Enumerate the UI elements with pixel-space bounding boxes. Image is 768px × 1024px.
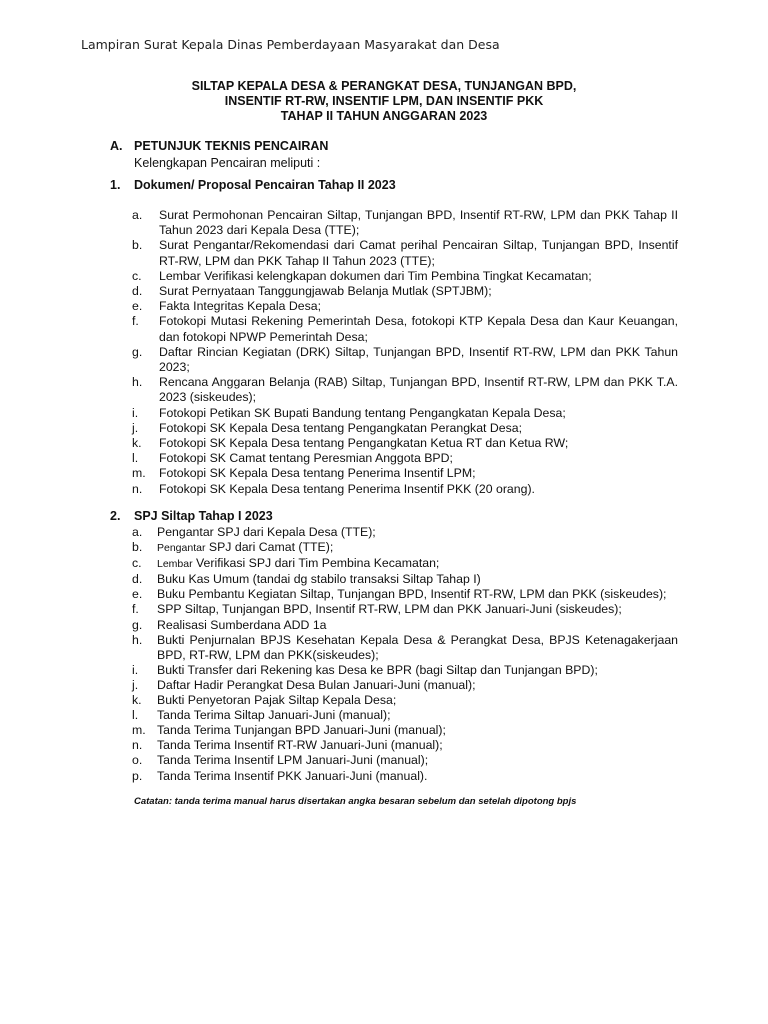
list-item-marker: h. — [132, 375, 143, 390]
list-item — [132, 525, 678, 540]
section-a-intro: Kelengkapan Pencairan meliputi : — [134, 156, 321, 170]
list-item-marker: a. — [132, 525, 143, 539]
list-item-marker: g. — [132, 617, 143, 632]
list-item — [132, 345, 678, 375]
list-item-text: Bukti Transfer dari Rekening kas Desa ke BPR (bagi Siltap dan Tunjangan BPD); — [157, 662, 598, 677]
list-item-text: Fotokopi SK Kepala Desa tentang Pengangkatan Perangkat Desa; — [159, 420, 523, 435]
list-item-marker: b. — [132, 540, 143, 555]
list-item — [132, 556, 678, 572]
list-item-small-word: Lembar — [157, 558, 193, 571]
list-item-marker: o. — [132, 753, 143, 768]
list-item-text: Fakta Integritas Kepala Desa; — [159, 299, 321, 314]
title-line-2: INSENTIF RT-RW, INSENTIF LPM, DAN INSENTIF PKK — [224, 94, 544, 108]
list-item-marker: n. — [132, 738, 143, 753]
list-item — [132, 466, 678, 481]
list-item-marker: j. — [132, 420, 139, 435]
list-item — [132, 314, 678, 344]
list-item — [132, 723, 678, 738]
list-item-text: Realisasi Sumberdana ADD 1a — [157, 617, 327, 632]
list-item — [132, 663, 678, 678]
title-line-3: TAHAP II TAHUN ANGGARAN 2023 — [280, 109, 488, 123]
list-item-marker: d. — [132, 572, 143, 587]
list-item — [132, 633, 678, 663]
list-item — [132, 375, 678, 405]
list-item — [132, 587, 678, 602]
list-item-text: Fotokopi Petikan SK Bupati Bandung tentang Pengangkatan Kepala Desa; — [159, 405, 566, 420]
list-item — [132, 269, 678, 284]
section-2-heading: SPJ Siltap Tahap I 2023 — [134, 509, 273, 523]
list-item — [132, 299, 678, 314]
section-2-marker: 2. — [110, 509, 121, 523]
list-item-marker: b. — [132, 238, 143, 253]
list-item — [132, 618, 678, 633]
list-item — [132, 540, 678, 556]
list-item — [132, 451, 678, 466]
list-item — [132, 421, 678, 436]
list-item-marker: j. — [132, 677, 139, 692]
document-header: Lampiran Surat Kepala Dinas Pemberdayaan Masyarakat dan Desa — [81, 37, 500, 52]
list-item-text: Fotokopi SK Kepala Desa tentang Penerima Insentif PKK (20 orang). — [159, 481, 535, 496]
list-item-marker: c. — [132, 268, 142, 283]
list-item-text: Bukti Penyetoran Pajak Siltap Kepala Desa; — [157, 693, 397, 708]
list-item-text: Bukti Penjurnalan BPJS Kesehatan Kepala Desa & Perangkat Desa, BPJS Ketenagakerjaan BPD, RT-RW, LPM dan PKK(siskeudes); — [157, 632, 678, 662]
list-item-text: SPP Siltap, Tunjangan BPD, Insentif RT-RW, LPM dan PKK Januari-Juni (siskeudes); — [157, 602, 622, 617]
list-item-text: Buku Pembantu Kegiatan Siltap, Tunjangan BPD, Insentif RT-RW, LPM dan PKK (siskeudes); — [157, 587, 667, 602]
list-item-text: Buku Kas Umum (tandai dg stabilo transaksi Siltap Tahap I) — [157, 572, 481, 587]
list-item-text: Surat Permohonan Pencairan Siltap, Tunjangan BPD, Insentif RT-RW, LPM dan PKK Tahap II Tahun 2023 dari Kepala Desa (TTE); — [159, 208, 678, 238]
list-item-text: Tanda Terima Insentif RT-RW Januari-Juni (manual); — [157, 738, 443, 753]
list-item-text: Surat Pernyataan Tanggungjawab Belanja Mutlak (SPTJBM); — [159, 284, 492, 299]
list-item-rest: SPJ dari Camat (TTE); — [205, 540, 334, 555]
section-a-marker: A. — [110, 139, 123, 153]
list-item — [132, 208, 678, 238]
list-item-marker: p. — [132, 768, 143, 783]
list-item — [132, 482, 678, 497]
section-1-marker: 1. — [110, 178, 121, 192]
list-item — [132, 572, 678, 587]
list-item-marker: f. — [132, 602, 139, 617]
section-1-list — [132, 208, 678, 497]
list-item-text — [157, 556, 678, 572]
list-item-text: Daftar Hadir Perangkat Desa Bulan Januari-Juni (manual); — [157, 677, 476, 692]
list-item-marker: e. — [132, 299, 143, 314]
list-item-marker: c. — [132, 556, 142, 571]
list-item-marker: g. — [132, 344, 143, 359]
list-item — [132, 406, 678, 421]
note: Catatan: tanda terima manual harus disertakan angka besaran sebelum dan setelah dipotong bpjs — [134, 796, 577, 807]
list-item-marker: l. — [132, 451, 139, 466]
list-item-rest: Verifikasi SPJ dari Tim Pembina Kecamatan; — [192, 556, 440, 571]
list-item-marker: l. — [132, 708, 139, 723]
list-item — [132, 693, 678, 708]
list-item-text: Pengantar SPJ dari Kepala Desa (TTE); — [157, 525, 376, 539]
list-item — [132, 602, 678, 617]
list-item-text — [157, 540, 678, 556]
list-item-marker: d. — [132, 284, 143, 299]
section-1-heading: Dokumen/ Proposal Pencairan Tahap II 2023 — [134, 178, 396, 192]
list-item-text: Tanda Terima Siltap Januari-Juni (manual); — [157, 708, 391, 723]
list-item-marker: a. — [132, 208, 143, 222]
list-item-text: Fotokopi SK Kepala Desa tentang Pengangkatan Ketua RT dan Ketua RW; — [159, 436, 569, 451]
list-item — [132, 769, 678, 784]
list-item — [132, 738, 678, 753]
section-2-list — [132, 525, 678, 784]
list-item-marker: m. — [132, 466, 146, 481]
list-item-text: Surat Pengantar/Rekomendasi dari Camat perihal Pencairan Siltap, Tunjangan BPD, Insentif RT-RW, LPM dan PKK Tahap II Tahun 2023 (TTE); — [159, 238, 678, 268]
list-item-text: Fotokopi SK Camat tentang Peresmian Anggota BPD; — [159, 451, 453, 466]
document-title — [0, 79, 768, 124]
list-item — [132, 436, 678, 451]
list-item-text: Fotokopi Mutasi Rekening Pemerintah Desa, fotokopi KTP Kepala Desa dan Kaur Keuangan, dan fotokopi NPWP Pemerintah Desa; — [159, 314, 678, 344]
list-item-marker: n. — [132, 481, 143, 496]
list-item-text: Tanda Terima Insentif PKK Januari-Juni (manual). — [157, 768, 428, 783]
list-item — [132, 284, 678, 299]
list-item — [132, 678, 678, 693]
list-item-marker: k. — [132, 693, 142, 708]
list-item-marker: e. — [132, 587, 143, 602]
list-item-marker: f. — [132, 314, 139, 329]
title-line-1: SILTAP KEPALA DESA & PERANGKAT DESA, TUNJANGAN BPD, — [191, 79, 577, 93]
list-item-marker: i. — [132, 662, 139, 677]
list-item — [132, 238, 678, 268]
list-item-marker: h. — [132, 632, 143, 647]
list-item-marker: i. — [132, 405, 139, 420]
list-item-text: Rencana Anggaran Belanja (RAB) Siltap, Tunjangan BPD, Insentif RT-RW, LPM dan PKK T.A. 2023 (siskeudes); — [159, 375, 678, 405]
list-item-marker: m. — [132, 723, 146, 738]
list-item-text: Lembar Verifikasi kelengkapan dokumen dari Tim Pembina Tingkat Kecamatan; — [159, 268, 592, 283]
list-item-small-word: Pengantar — [157, 542, 206, 555]
list-item-text: Tanda Terima Insentif LPM Januari-Juni (manual); — [157, 753, 429, 768]
list-item-marker: k. — [132, 436, 142, 451]
list-item — [132, 753, 678, 768]
list-item-text: Tanda Terima Tunjangan BPD Januari-Juni (manual); — [157, 723, 446, 738]
list-item-text: Daftar Rincian Kegiatan (DRK) Siltap, Tunjangan BPD, Insentif RT-RW, LPM dan PKK Tahun 2023; — [159, 344, 678, 375]
list-item — [132, 708, 678, 723]
list-item-text: Fotokopi SK Kepala Desa tentang Penerima Insentif LPM; — [159, 466, 476, 481]
section-a-heading: PETUNJUK TEKNIS PENCAIRAN — [134, 139, 329, 153]
